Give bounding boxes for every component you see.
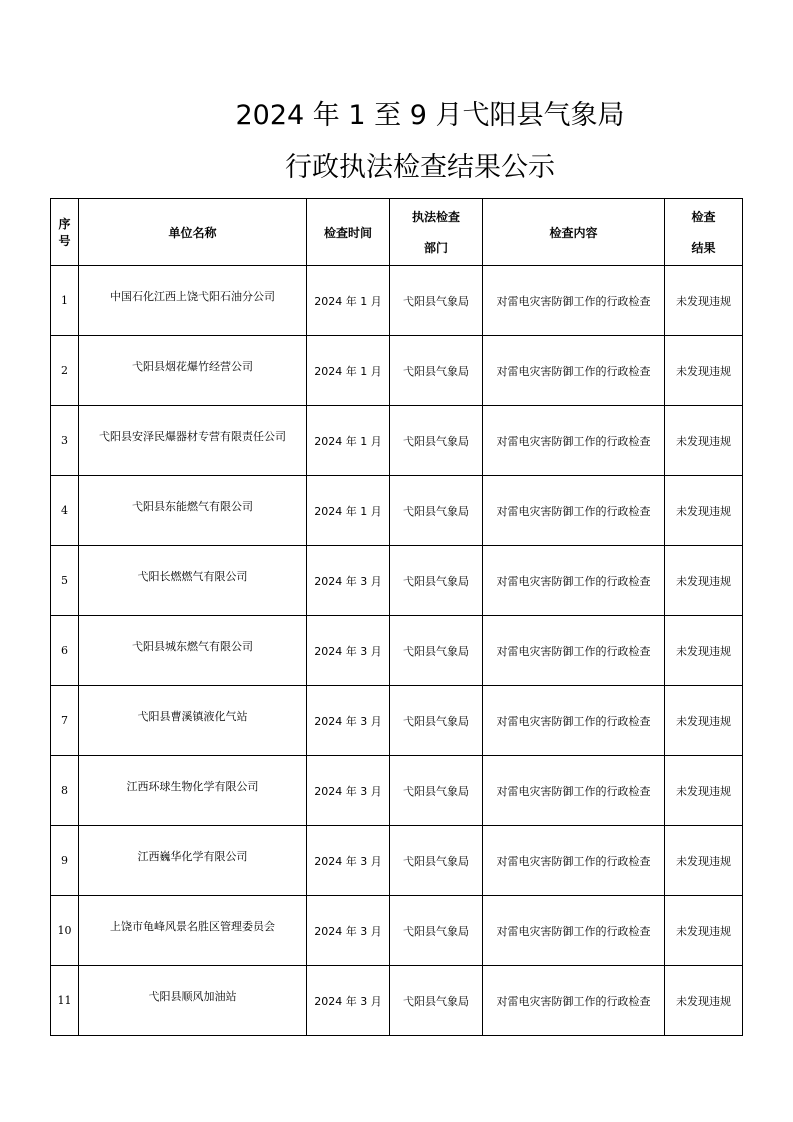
cell-time: 2024 年 3 月: [307, 966, 390, 1036]
document-title-line1: 2024 年 1 至 9 月弋阳县气象局: [235, 100, 625, 131]
cell-dept: 弋阳县气象局: [390, 616, 483, 686]
cell-unit: 弋阳县安泽民爆器材专营有限责任公司: [79, 406, 307, 476]
cell-content: 对雷电灾害防御工作的行政检查: [483, 546, 665, 616]
cell-content: 对雷电灾害防御工作的行政检查: [483, 266, 665, 336]
cell-dept: 弋阳县气象局: [390, 406, 483, 476]
cell-seq: 10: [51, 896, 79, 966]
cell-dept: 弋阳县气象局: [390, 966, 483, 1036]
cell-dept: 弋阳县气象局: [390, 336, 483, 406]
table-row: [51, 406, 743, 476]
cell-result: 未发现违规: [665, 896, 743, 966]
cell-dept: 弋阳县气象局: [390, 826, 483, 896]
cell-content: 对雷电灾害防御工作的行政检查: [483, 336, 665, 406]
cell-seq: 9: [51, 826, 79, 896]
cell-content: 对雷电灾害防御工作的行政检查: [483, 686, 665, 756]
cell-result: 未发现违规: [665, 406, 743, 476]
header-dept-line2: 部门: [423, 241, 448, 255]
cell-result: 未发现违规: [665, 616, 743, 686]
cell-seq: 11: [51, 966, 79, 1036]
cell-unit: 江西环球生物化学有限公司: [79, 756, 307, 826]
header-seq: [51, 199, 79, 266]
cell-dept: 弋阳县气象局: [390, 266, 483, 336]
cell-result: 未发现违规: [665, 336, 743, 406]
cell-dept: 弋阳县气象局: [390, 686, 483, 756]
cell-time: 2024 年 1 月: [307, 336, 390, 406]
cell-result: 未发现违规: [665, 686, 743, 756]
cell-seq: 8: [51, 756, 79, 826]
cell-time: 2024 年 3 月: [307, 686, 390, 756]
table-row: [51, 756, 743, 826]
cell-seq: 6: [51, 616, 79, 686]
cell-time: 2024 年 3 月: [307, 546, 390, 616]
cell-seq: 7: [51, 686, 79, 756]
header-content: 检查内容: [483, 199, 665, 266]
cell-result: 未发现违规: [665, 826, 743, 896]
table-row: [51, 966, 743, 1036]
cell-seq: 1: [51, 266, 79, 336]
cell-content: 对雷电灾害防御工作的行政检查: [483, 476, 665, 546]
cell-unit: 弋阳县顺风加油站: [79, 966, 307, 1036]
table-row: [51, 336, 743, 406]
header-result-line2: 结果: [691, 241, 716, 255]
cell-time: 2024 年 1 月: [307, 406, 390, 476]
cell-unit: 弋阳县东能燃气有限公司: [79, 476, 307, 546]
cell-time: 2024 年 3 月: [307, 826, 390, 896]
header-dept: [390, 199, 483, 266]
header-seq-line2: 号: [58, 234, 71, 248]
table-row: [51, 896, 743, 966]
cell-time: 2024 年 1 月: [307, 266, 390, 336]
cell-dept: 弋阳县气象局: [390, 476, 483, 546]
table-row: [51, 826, 743, 896]
header-seq-line1: 序: [58, 217, 71, 231]
cell-unit: 弋阳县城东燃气有限公司: [79, 616, 307, 686]
cell-content: 对雷电灾害防御工作的行政检查: [483, 616, 665, 686]
cell-unit: 弋阳县烟花爆竹经营公司: [79, 336, 307, 406]
cell-content: 对雷电灾害防御工作的行政检查: [483, 756, 665, 826]
cell-time: 2024 年 3 月: [307, 896, 390, 966]
cell-result: 未发现违规: [665, 756, 743, 826]
cell-seq: 5: [51, 546, 79, 616]
cell-result: 未发现违规: [665, 546, 743, 616]
cell-unit: 中国石化江西上饶弋阳石油分公司: [79, 266, 307, 336]
cell-result: 未发现违规: [665, 966, 743, 1036]
inspection-results-table: [50, 198, 743, 1036]
cell-unit: 上饶市龟峰风景名胜区管理委员会: [79, 896, 307, 966]
cell-seq: 3: [51, 406, 79, 476]
cell-time: 2024 年 3 月: [307, 616, 390, 686]
cell-unit: 江西巍华化学有限公司: [79, 826, 307, 896]
cell-dept: 弋阳县气象局: [390, 756, 483, 826]
table-body: [51, 266, 743, 1036]
table-row: [51, 686, 743, 756]
table-row: [51, 616, 743, 686]
header-result: [665, 199, 743, 266]
document-title-line2: 行政执法检查结果公示: [285, 152, 555, 183]
table-row: [51, 266, 743, 336]
cell-content: 对雷电灾害防御工作的行政检查: [483, 406, 665, 476]
cell-result: 未发现违规: [665, 266, 743, 336]
cell-content: 对雷电灾害防御工作的行政检查: [483, 896, 665, 966]
header-time: 检查时间: [307, 199, 390, 266]
cell-time: 2024 年 1 月: [307, 476, 390, 546]
cell-time: 2024 年 3 月: [307, 756, 390, 826]
cell-unit: 弋阳长燃燃气有限公司: [79, 546, 307, 616]
header-result-line1: 检查: [691, 210, 716, 224]
cell-seq: 4: [51, 476, 79, 546]
cell-content: 对雷电灾害防御工作的行政检查: [483, 826, 665, 896]
cell-seq: 2: [51, 336, 79, 406]
table-row: [51, 476, 743, 546]
cell-dept: 弋阳县气象局: [390, 546, 483, 616]
cell-unit: 弋阳县曹溪镇液化气站: [79, 686, 307, 756]
table-row: [51, 546, 743, 616]
cell-content: 对雷电灾害防御工作的行政检查: [483, 966, 665, 1036]
cell-dept: 弋阳县气象局: [390, 896, 483, 966]
header-dept-line1: 执法检查: [411, 210, 460, 224]
table-header-row: [51, 199, 743, 266]
cell-result: 未发现违规: [665, 476, 743, 546]
header-unit: 单位名称: [79, 199, 307, 266]
